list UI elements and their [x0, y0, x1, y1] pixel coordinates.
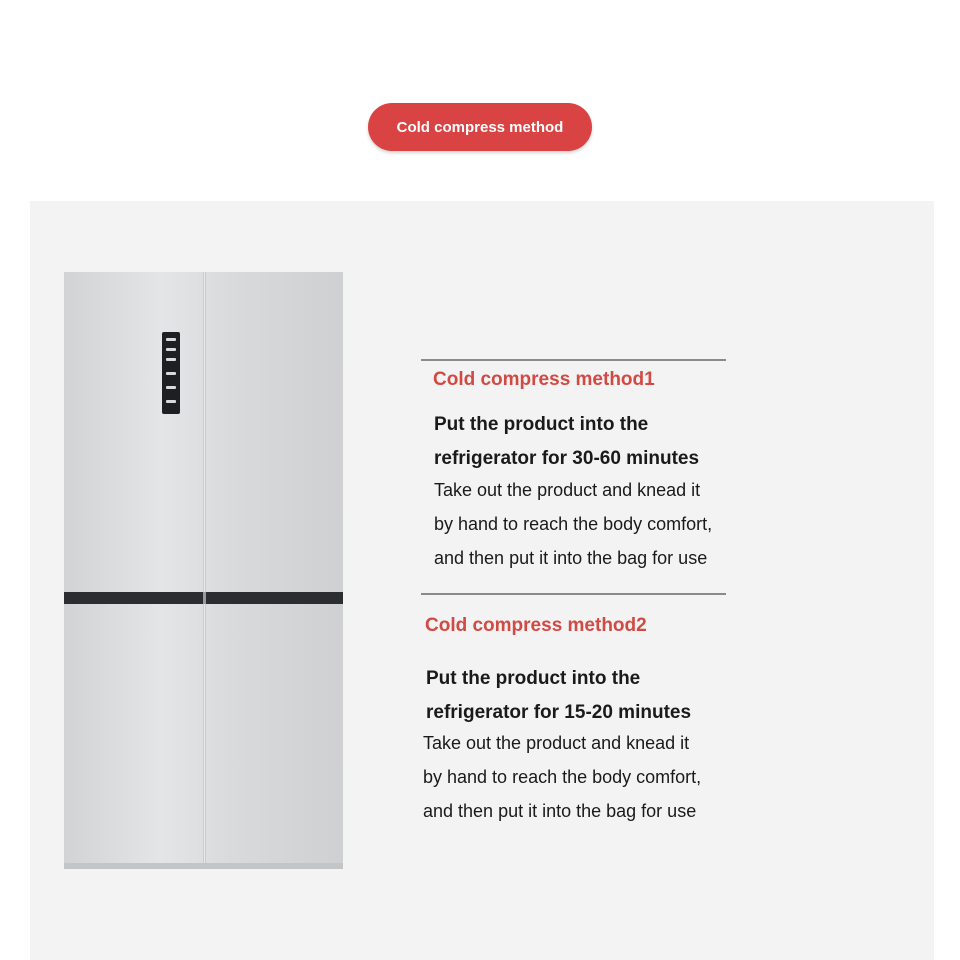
- header-pill-label: Cold compress method: [396, 118, 564, 136]
- method2-text-line2: by hand to reach the body comfort,: [423, 767, 702, 787]
- method2-bold-line2: refrigerator for 15-20 minutes: [426, 702, 692, 723]
- fridge-handle-bar: [64, 592, 343, 604]
- method2-text-line1: Take out the product and knead it: [423, 733, 690, 753]
- fridge-control-display: [162, 332, 180, 414]
- fridge-door-seam: [203, 272, 206, 869]
- method1-text-line3: and then put it into the bag for use: [434, 548, 708, 568]
- method1-bold-line1: Put the product into the: [434, 414, 649, 435]
- method1-text-line1: Take out the product and knead it: [434, 480, 701, 500]
- fridge-base: [64, 863, 343, 869]
- method1-bold-line2: refrigerator for 30-60 minutes: [434, 448, 700, 469]
- refrigerator-image: [64, 272, 343, 869]
- method1-divider: [421, 359, 726, 361]
- method2-title: Cold compress method2: [425, 615, 647, 636]
- header-pill: [368, 103, 592, 151]
- method2-divider: [421, 593, 726, 595]
- method1-text-line2: by hand to reach the body comfort,: [434, 514, 713, 534]
- method1-title: Cold compress method1: [433, 369, 655, 390]
- method2-bold-line1: Put the product into the: [426, 668, 641, 689]
- method2-text-line3: and then put it into the bag for use: [423, 801, 697, 821]
